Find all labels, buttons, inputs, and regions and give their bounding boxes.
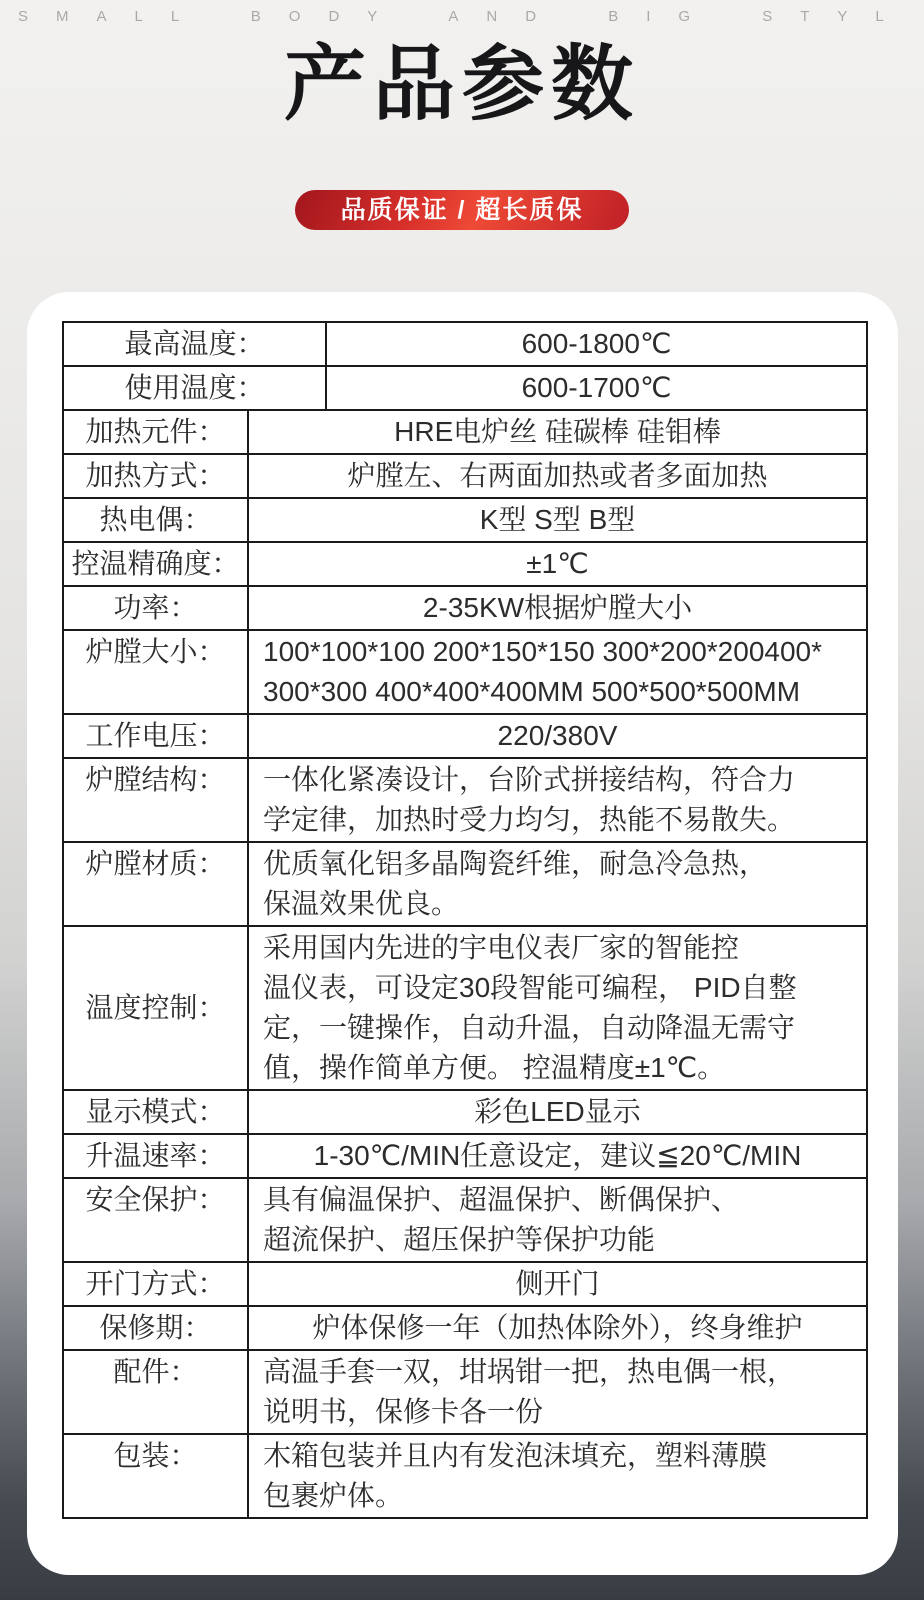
spec-label: 加热元件： [64,411,249,453]
spec-row [64,365,866,409]
tagline-text: SMALL BODY AND BIG STYL [18,8,912,25]
spec-label: 安全保护： [64,1179,249,1261]
spec-value-line: K型 S型 B型 [479,503,636,535]
spec-value [249,843,866,925]
spec-value-line: HRE电炉丝 硅碳棒 硅钼棒 [394,415,721,447]
spec-label: 显示模式： [64,1091,249,1133]
spec-row [64,1305,866,1349]
spec-value [327,323,866,365]
spec-value [249,1179,866,1261]
spec-label: 控温精确度： [64,543,249,585]
spec-table [62,321,868,1519]
spec-value-line: 300*300 400*400*400MM 500*500*500MM [263,675,801,707]
spec-value-line: 定，一键操作，自动升温，自动降温无需守 [263,1011,796,1043]
spec-label: 配件： [64,1351,249,1433]
spec-label: 工作电压： [64,715,249,757]
spec-label: 包装： [64,1435,249,1517]
spec-value-line: 600-1700℃ [521,371,672,403]
spec-value-line: 具有偏温保护、超温保护、断偶保护、 [263,1183,740,1215]
spec-value-line: 侧开门 [515,1267,600,1299]
spec-value-line: 220/380V [497,719,618,751]
spec-value-line: 炉膛左、右两面加热或者多面加热 [347,459,768,491]
spec-value [249,1135,866,1177]
spec-label: 保修期： [64,1307,249,1349]
spec-value-line: 炉体保修一年（加热体除外），终身维护 [312,1311,803,1343]
spec-value-line: 学定律，加热时受力均匀，热能不易散失。 [263,803,796,835]
spec-row [64,1349,866,1433]
spec-value [249,1307,866,1349]
spec-label: 功率： [64,587,249,629]
spec-value-line: 高温手套一双，坩埚钳一把，热电偶一根， [263,1355,796,1387]
spec-value [249,631,866,713]
spec-row [64,925,866,1089]
spec-value-line: 超流保护、超压保护等保护功能 [263,1223,656,1255]
spec-value-line: 说明书，保修卡各一份 [263,1395,544,1427]
spec-value-line: 600-1800℃ [521,327,672,359]
spec-value [249,1091,866,1133]
spec-label: 炉膛材质： [64,843,249,925]
spec-value [249,759,866,841]
spec-value [249,455,866,497]
spec-value-line: 温仪表，可设定30段智能可编程， PID自整 [263,971,797,1003]
spec-value-line: ±1℃ [526,547,589,579]
spec-label: 温度控制： [64,927,249,1089]
spec-value [327,367,866,409]
spec-value [249,927,866,1089]
spec-row [64,713,866,757]
spec-value [249,1263,866,1305]
spec-row [64,1261,866,1305]
spec-row [64,323,866,365]
spec-row [64,841,866,925]
spec-value-line: 彩色LED显示 [474,1095,641,1127]
spec-label: 加热方式： [64,455,249,497]
spec-label: 炉膛结构： [64,759,249,841]
spec-value [249,543,866,585]
spec-value-line: 保温效果优良。 [263,887,460,919]
spec-row [64,1089,866,1133]
spec-row [64,1177,866,1261]
spec-value [249,499,866,541]
spec-label: 热电偶： [64,499,249,541]
spec-row [64,757,866,841]
spec-row [64,497,866,541]
spec-value-line: 优质氧化铝多晶陶瓷纤维，耐急冷急热， [263,847,768,879]
spec-row [64,1133,866,1177]
page-title: 产品参数 [283,39,640,130]
spec-label: 开门方式： [64,1263,249,1305]
spec-row [64,409,866,453]
spec-row [64,629,866,713]
badge-row [0,190,924,230]
spec-value-line: 100*100*100 200*150*150 300*200*200400* [263,635,823,667]
spec-label: 升温速率： [64,1135,249,1177]
spec-row [64,1433,866,1517]
spec-row [64,541,866,585]
spec-value [249,715,866,757]
spec-row [64,585,866,629]
spec-value [249,1435,866,1517]
spec-label: 使用温度： [64,367,327,409]
spec-label: 炉膛大小： [64,631,249,713]
spec-value-line: 值，操作简单方便。 控温精度±1℃。 [263,1051,726,1083]
spec-value-line: 一体化紧凑设计，台阶式拼接结构，符合力 [263,763,796,795]
spec-value [249,411,866,453]
spec-value-line: 采用国内先进的宇电仪表厂家的智能控 [263,931,740,963]
spec-row [64,453,866,497]
spec-value [249,587,866,629]
spec-value-line: 1-30℃/MIN任意设定，建议≦20℃/MIN [313,1139,802,1171]
quality-badge: 品质保证 / 超长质保 [295,190,630,230]
spec-value-line: 木箱包装并且内有发泡沫填充，塑料薄膜 [263,1439,768,1471]
spec-value [249,1351,866,1433]
spec-card [27,292,898,1575]
spec-label: 最高温度： [64,323,327,365]
spec-value-line: 包裹炉体。 [263,1479,404,1511]
spec-value-line: 2-35KW根据炉膛大小 [422,591,693,623]
